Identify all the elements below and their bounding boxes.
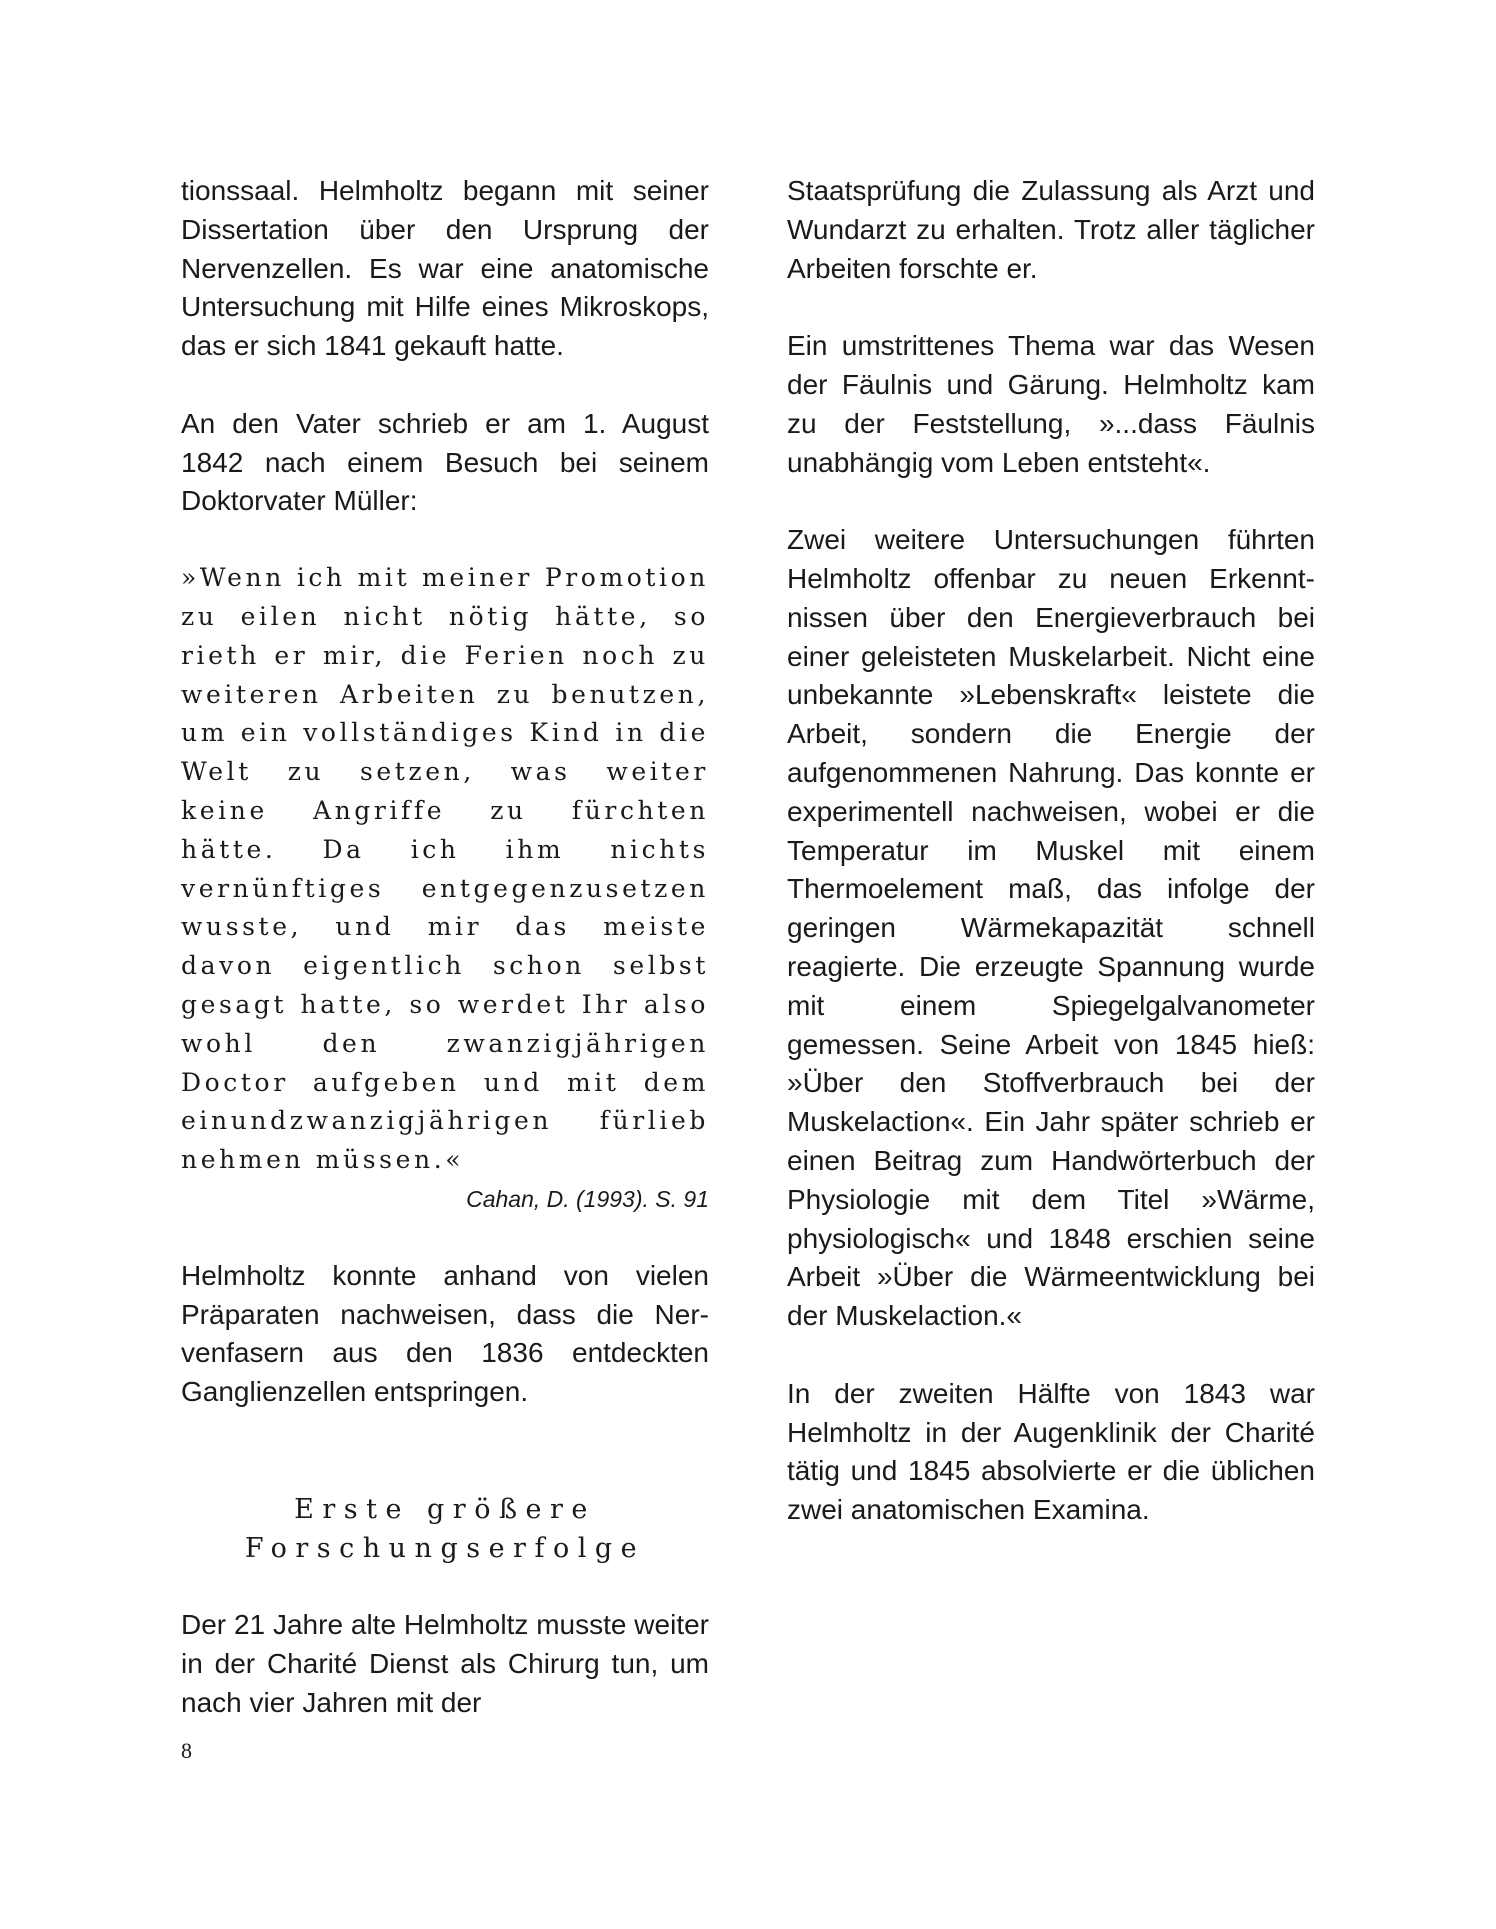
- quote-source: Cahan, D. (1993). S. 91: [466, 1185, 709, 1212]
- paragraph-eye-clinic: In der zweiten Hälfte von 1843 war Helmholtz in der Augenklinik der Charité tätig und 1845 absolvierte er die üblichen zwei anatomischen Examina.: [787, 1377, 1315, 1526]
- section-heading-line-1: Erste größere: [294, 1493, 596, 1525]
- paragraph-letter-intro: An den Vater schrieb er am 1. August 1842 nach einem Besuch bei seinem Doktorvater Müller:: [181, 407, 709, 517]
- section-heading: [181, 1490, 709, 1568]
- paragraph-charite-service: Der 21 Jahre alte Helmholtz musste weiter in der Charité Dienst als Chirurg tun, um nach vier Jahren mit der: [181, 1608, 709, 1718]
- paragraph-putrefaction: Ein umstrittenes Thema war das Wesen der Fäulnis und Gärung. Helmholtz kam zu der Feststellung, »...dass Fäulnis unabhängig vom Leben entsteht«.: [787, 330, 1315, 478]
- section-heading-line-2: Forschungserfolge: [244, 1532, 646, 1564]
- paragraph-muscle-energy: Zwei weitere Untersuchungen führten Helmholtz offenbar zu neuen Erkenntnissen über den Energieverbrauch bei einer geleisteten Muskelarbeit. Nicht eine unbekannte »Lebenskraft« leistete die Arbeit, sondern die Energie der aufgenommenen Nahrung. Das konnte er experimentell nachweisen, wobei er die Temperatur im Muskel mit einem Thermoelement maß, das infolge der geringen Wärmekapazität schnell reagierte. Die erzeugte Spannung wurde mit einem Spiegelgalvanometer gemessen. Seine Arbeit von 1845 hieß: »Über den Stoffverbrauch bei der Muskelaction«. Ein Jahr später schrieb er einen Beitrag zum Handwörterbuch der Physiologie mit dem Titel »Wärme, physiologisch« und 1848 erschien seine Arbeit »Über die Wärmeentwicklung bei der Muskelaction.«: [787, 524, 1315, 1332]
- page-number: 8: [181, 1738, 192, 1763]
- paragraph-dissertation: tionssaal. Helmholtz begann mit seiner Dissertation über den Ursprung der Nervenzellen. Es war eine anatomische Untersuchung mit Hilfe eines Mikroskops, das er sich 1841 gekauft hatte.: [181, 175, 709, 362]
- left-column: [181, 172, 709, 1722]
- letter-quote: »Wenn ich mit meiner Promotion zu eilen nicht nötig hätte, so rieth er mir, die Ferien noch zu weiteren Arbeiten zu benutzen, um ein vollständiges Kind in die Welt zu setzen, was weiter keine Angriffe zu fürchten hätte. Da ich ihm nichts vernünftiges entgegenzusetzen wusste, und mir das meiste davon eigentlich schon selbst gesagt hatte, so werdet Ihr also wohl den zwanzigjährigen Doctor aufgeben und mit dem einundzwanzigjährigen fürlieb nehmen müssen.«: [181, 563, 709, 1175]
- paragraph-state-exam: Staatsprüfung die Zulassung als Arzt und Wundarzt zu erhalten. Trotz aller täglicher Arbeiten forschte er.: [787, 175, 1315, 284]
- right-column: [787, 172, 1315, 1530]
- paragraph-nerve-fibers: Helmholtz konnte anhand von vielen Präparaten nachweisen, dass die Nervenfasern aus den 1836 entdeckten Ganglienzellen entspringen.: [181, 1259, 709, 1408]
